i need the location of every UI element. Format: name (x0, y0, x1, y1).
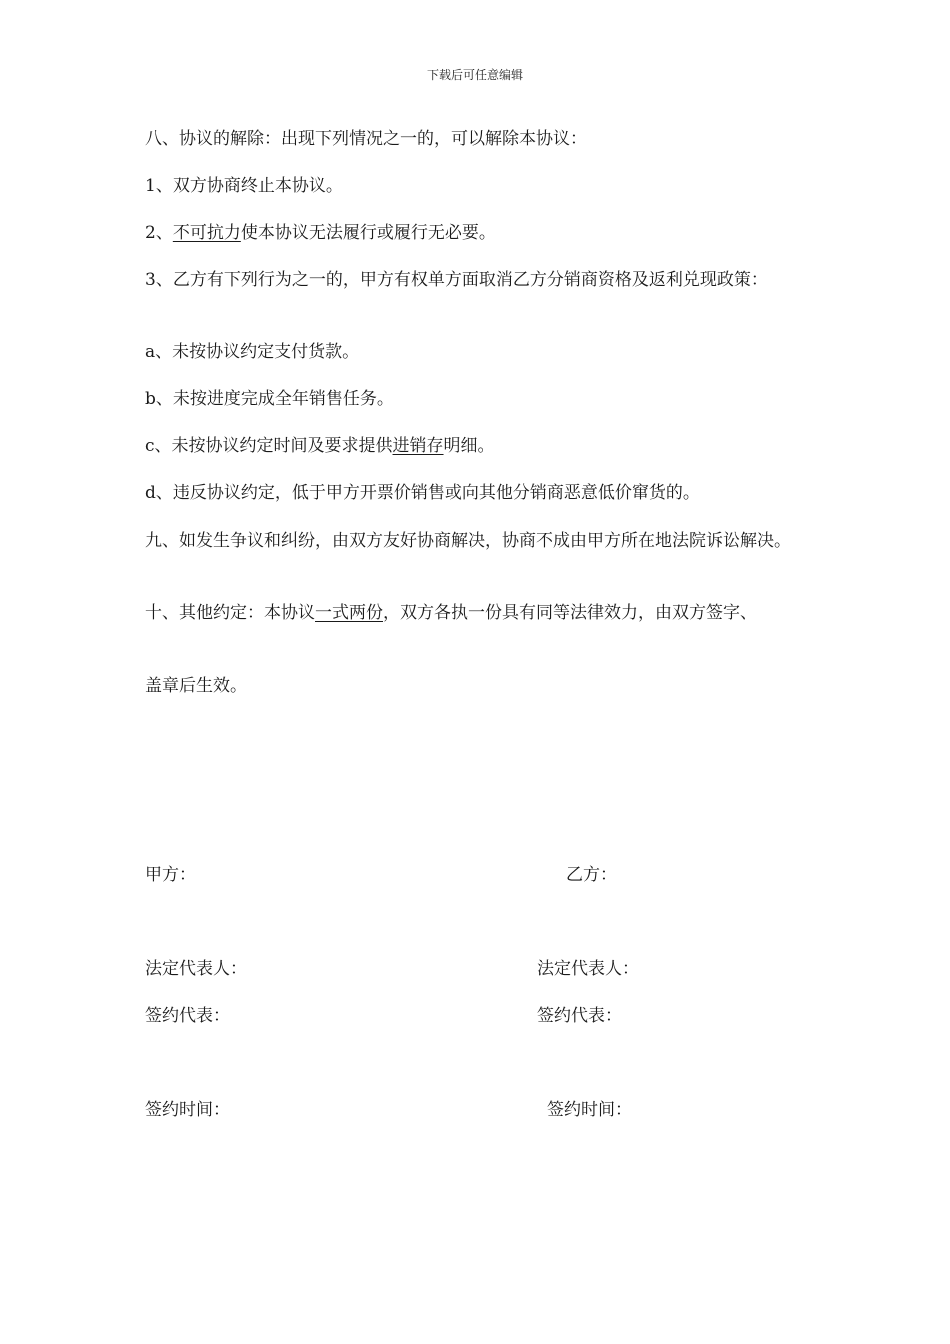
clause-8-3-c-prefix: c、未按协议约定时间及要求提供 (145, 436, 393, 456)
clause-8-2-underlined-term: 不可抗力 (172, 223, 241, 243)
clause-10-suffix: ，双方各执一份具有同等法律效力，由双方签字、 (383, 603, 757, 623)
legal-rep-a-label: 法定代表人： (145, 959, 247, 979)
clause-8-3-c-suffix: 明细。 (443, 436, 495, 456)
clause-8-3: 3、乙方有下列行为之一的，甲方有权单方面取消乙方分销商资格及返利兑现政策： (145, 270, 768, 290)
clause-8-3-a: a、未按协议约定支付货款。 (145, 342, 360, 362)
signing-time-b-label: 签约时间： (547, 1100, 632, 1120)
legal-rep-b-label: 法定代表人： (537, 959, 639, 979)
clause-10 (145, 601, 813, 625)
clause-8-1: 1、双方协商终止本协议。 (145, 176, 343, 196)
clause-8-3-c-underlined-term: 进销存 (392, 436, 444, 456)
clause-10-underlined-term: 一式两份 (315, 603, 383, 623)
clause-8-3-c (145, 434, 813, 458)
party-a-label: 甲方： (145, 865, 196, 885)
clause-10-continuation: 盖章后生效。 (145, 676, 247, 696)
clause-8: 八、协议的解除：出现下列情况之一的，可以解除本协议： (145, 129, 587, 149)
clause-8-2 (145, 221, 813, 245)
signing-time-a-label: 签约时间： (145, 1100, 230, 1120)
clause-8-2-suffix: 使本协议无法履行或履行无必要。 (240, 223, 496, 243)
party-b-label: 乙方： (566, 865, 617, 885)
clause-8-2-prefix: 2、 (145, 223, 173, 243)
clause-8-3-d: d、违反协议约定，低于甲方开票价销售或向其他分销商恶意低价窜货的。 (145, 483, 700, 503)
clause-10-prefix: 十、其他约定：本协议 (145, 603, 315, 623)
page-header: 下载后可任意编辑 (426, 68, 523, 82)
clause-8-3-b: b、未按进度完成全年销售任务。 (145, 389, 394, 409)
clause-9: 九、如发生争议和纠纷，由双方友好协商解决，协商不成由甲方所在地法院诉讼解决。 (145, 531, 791, 551)
signing-rep-a-label: 签约代表： (145, 1006, 230, 1026)
signing-rep-b-label: 签约代表： (537, 1006, 622, 1026)
